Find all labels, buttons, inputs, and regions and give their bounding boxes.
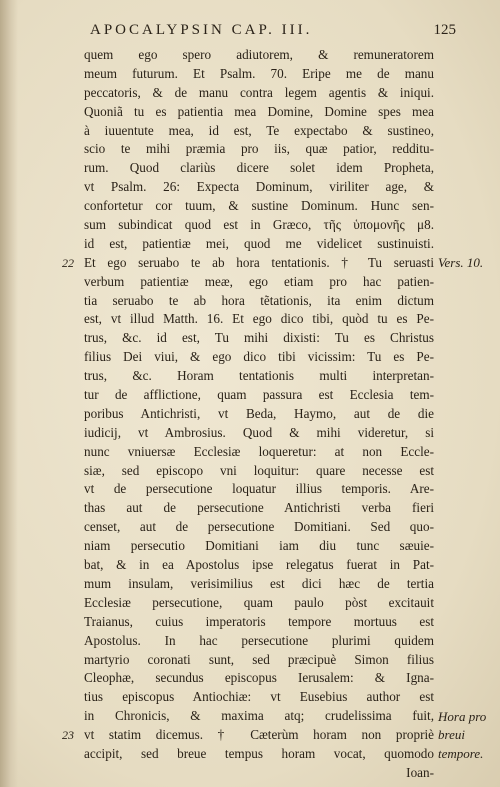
text-line: trus, &c. Horam tentationis multi interpretan- [84,368,434,384]
text-line: poribus Antichristi, vt Beda, Haymo, aut de die [84,405,434,421]
margin-note: tempore. [438,746,484,762]
margin-note: breui [438,727,465,743]
verse-number: 22 [62,255,74,270]
text-line: sum subindicat quod est in Græco, τῆς ὑπομονῆς μ8. [84,217,434,233]
text-line: vt de persecutione loquatur illius temporis. Are- [84,481,434,497]
page-header [0,22,500,44]
text-line: nunc vniuersæ Ecclesiæ loqueretur: at non Eccle- [84,443,434,459]
text-line: vt statim dicemus. † Cæterùm horam non propriè [84,727,434,743]
text-line: verbum patientiæ meæ, ego etiam pro hac patien- [84,273,434,289]
text-line: censet, aut de persecutione Domitiani. Sed quo- [84,519,434,535]
text-line: quem ego spero adiutorem, & remuneratorem [84,47,434,62]
text-line: filius Dei viui, & ego dico tibi vicissim: Tu es Pe- [84,349,434,365]
text-line: meum futurum. Et Psalm. 70. Eripe me de manu [84,65,434,81]
text-line: à iuuentute mea, id est, Te expectabo & sustineo, [84,122,434,138]
text-line: bat, & in ea Apostolus ipse relegatus fuerat in Pat- [84,557,434,573]
text-line: est, vt illud Matth. 16. Et ego dico tibi, quòd tu es Pe- [84,311,434,327]
text-line: siæ, sed episcopo vni loquitur: quare necesse est [84,462,434,478]
text-line: in Chronicis, & maxima atq; crudelissima fuit, [84,708,434,724]
text-line: Apostolus. In hac persecutione plurimi quidem [84,632,434,648]
text-line: confortetur cor tuum, & sustine Dominum. Hunc sen- [84,198,434,214]
text-line: niam persecutio Domitiani iam diu tunc sæuie- [84,538,434,554]
text-line: id est, patientiæ mei, quod me videlicet sustinuisti. [84,235,434,251]
text-line: Ecclesiæ persecutione, quam paulo pòst excitauit [84,594,434,610]
text-line: tius episcopus Antiochiæ: vt Eusebius author est [84,689,434,705]
text-line: peccatoris, & de manu contra legem agentis & iniqui. [84,84,434,100]
text-line: rum. Quod clariùs dicere solet idem Propheta, [84,160,434,176]
text-line: martyrio coronati sunt, sed præcipuè Simon filius [84,651,434,667]
page-number: 125 [433,22,456,38]
margin-note: Hora pro [438,708,487,724]
text-line: tur de afflictione, quam passura est Ecclesia tem- [84,387,434,403]
text-line: tia seruabo te ab hora tẽtationis, ita enim dictum [84,292,434,308]
binding-gutter [0,0,18,787]
verse-number: 23 [62,728,74,743]
text-line: iudicij, vt Ambrosius. Quod & mihi videretur, si [84,424,434,440]
margin-note: Vers. 10. [438,254,484,270]
text-line: mum insulam, verisimilius est dici hæc de tertia [84,575,434,591]
main-text-block [84,46,434,783]
text-line: vt Psalm. 26: Expecta Dominum, viriliter age, & [84,179,434,195]
text-line: scio te mihi præmia pro iis, quæ patior, redditu- [84,141,434,157]
running-head: APOCALYPSIN CAP. III. [90,22,313,38]
text-line: Traianus, cuius imperatoris tempore mortuus est [84,613,434,629]
text-line: Ioan- [406,764,434,780]
text-line: Et ego seruabo te ab hora tentationis. † Tu seruasti [84,254,434,270]
text-line: trus, &c. id est, Tu mihi dixisti: Tu es Christus [84,330,434,346]
text-line: Quoniã tu es patientia mea Domine, Domine spes mea [84,103,434,119]
text-line: Cleophæ, secundus episcopus Ierusalem: & Igna- [84,670,434,686]
text-line: accipit, sed breue tempus horam vocat, quomodo [84,745,434,761]
text-line: thas aut de persecutione Antichristi verba fieri [84,500,434,516]
